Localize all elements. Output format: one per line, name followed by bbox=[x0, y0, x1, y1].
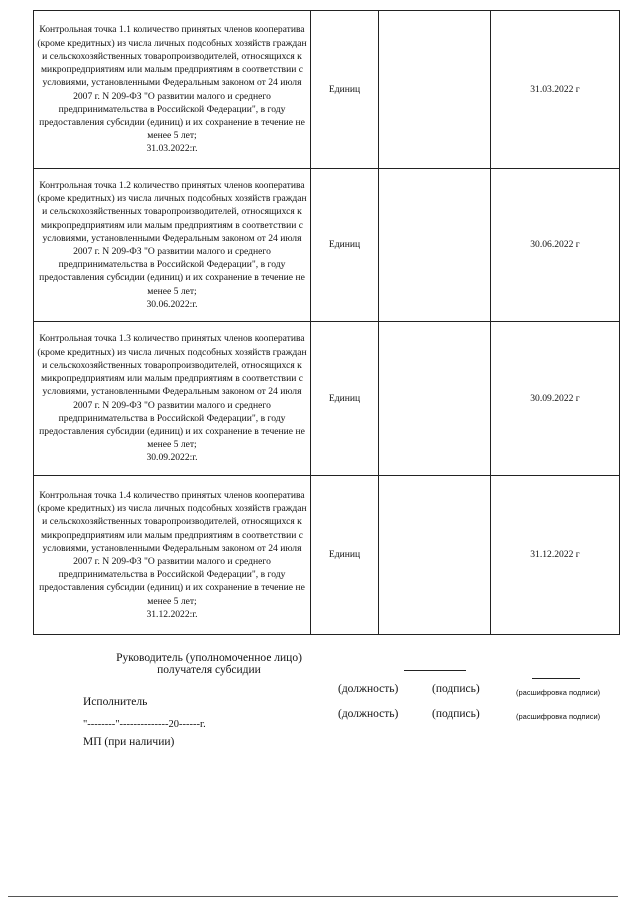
empty-cell bbox=[379, 169, 491, 322]
date-cell: 31.03.2022 г bbox=[491, 11, 620, 169]
date-cell: 30.06.2022 г bbox=[491, 169, 620, 322]
control-points-table bbox=[33, 10, 620, 635]
table-row bbox=[34, 322, 620, 476]
date-line: "--------"--------------20------г. bbox=[83, 719, 206, 730]
executor-label: Исполнитель bbox=[83, 696, 148, 708]
table-row bbox=[34, 476, 620, 635]
signature-line bbox=[404, 670, 466, 671]
empty-cell bbox=[379, 322, 491, 476]
control-point-period: 31.03.2022:г. bbox=[146, 143, 198, 155]
control-point-description: Контрольная точка 1.3 количество принятых членов кооператива (кроме кредитных) из числа личных подсобных хозяйств граждан и сельскохозяйственных товаропроизводителей, относящихся к микропредприятиям или малым предприятиям в соответствии с условиями, установленными Федеральным законом от 24 июля 2007 г. N 209-ФЗ "О развитии малого и среднего предпринимательства в Российской Федерации", в году предоставления субсидии (единиц) и их сохранение в течение не менее 5 лет; 30.09.2022:г. bbox=[34, 322, 311, 476]
date-cell: 31.12.2022 г bbox=[491, 476, 620, 635]
head-title: Руководитель (уполномоченное лицо) получателя субсидии bbox=[116, 652, 302, 676]
control-point-period: 30.09.2022:г. bbox=[146, 452, 198, 464]
control-point-period: 31.12.2022:г. bbox=[146, 608, 198, 620]
stamp-label: МП (при наличии) bbox=[83, 736, 175, 748]
page-bottom-rule bbox=[8, 896, 618, 897]
decode-label: (расшифровка подписи) bbox=[516, 712, 601, 721]
unit-cell: Единиц bbox=[311, 169, 379, 322]
unit-cell: Единиц bbox=[311, 11, 379, 169]
control-point-period: 30.06.2022:г. bbox=[146, 298, 198, 310]
control-point-description: Контрольная точка 1.2 количество принятых членов кооператива (кроме кредитных) из числа личных подсобных хозяйств граждан и сельскохозяйственных товаропроизводителей, относящихся к микропредприятиям или малым предприятиям в соответствии с условиями, установленными Федеральным законом от 24 июля 2007 г. N 209-ФЗ "О развитии малого и среднего предпринимательства в Российской Федерации", в году предоставления субсидии (единиц) и их сохранение в течение не менее 5 лет; 30.06.2022:г. bbox=[34, 169, 311, 322]
position-label: (должность) bbox=[338, 708, 399, 720]
signature-label: (подпись) bbox=[432, 708, 480, 720]
position-label: (должность) bbox=[338, 683, 399, 695]
table-row bbox=[34, 169, 620, 322]
signature-line bbox=[532, 678, 580, 679]
empty-cell bbox=[379, 476, 491, 635]
control-point-description: Контрольная точка 1.1 количество принятых членов кооператива (кроме кредитных) из числа личных подсобных хозяйств граждан и сельскохозяйственных товаропроизводителей, относящихся к микропредприятиям или малым предприятиям в соответствии с условиями, установленными Федеральным законом от 24 июля 2007 г. N 209-ФЗ "О развитии малого и среднего предпринимательства в Российской Федерации", в году предоставления субсидии (единиц) и их сохранение в течение не менее 5 лет; 31.03.2022:г. bbox=[34, 11, 311, 169]
table-row bbox=[34, 11, 620, 169]
unit-cell: Единиц bbox=[311, 322, 379, 476]
signature-label: (подпись) bbox=[432, 683, 480, 695]
control-point-description: Контрольная точка 1.4 количество принятых членов кооператива (кроме кредитных) из числа личных подсобных хозяйств граждан и сельскохозяйственных товаропроизводителей, относящихся к микропредприятиям или малым предприятиям в соответствии с условиями, установленными Федеральным законом от 24 июля 2007 г. N 209-ФЗ "О развитии малого и среднего предпринимательства в Российской Федерации", в году предоставления субсидии (единиц) и их сохранение в течение не менее 5 лет; 31.12.2022:г. bbox=[34, 476, 311, 635]
decode-label: (расшифровка подписи) bbox=[516, 688, 601, 697]
empty-cell bbox=[379, 11, 491, 169]
unit-cell: Единиц bbox=[311, 476, 379, 635]
date-cell: 30.09.2022 г bbox=[491, 322, 620, 476]
